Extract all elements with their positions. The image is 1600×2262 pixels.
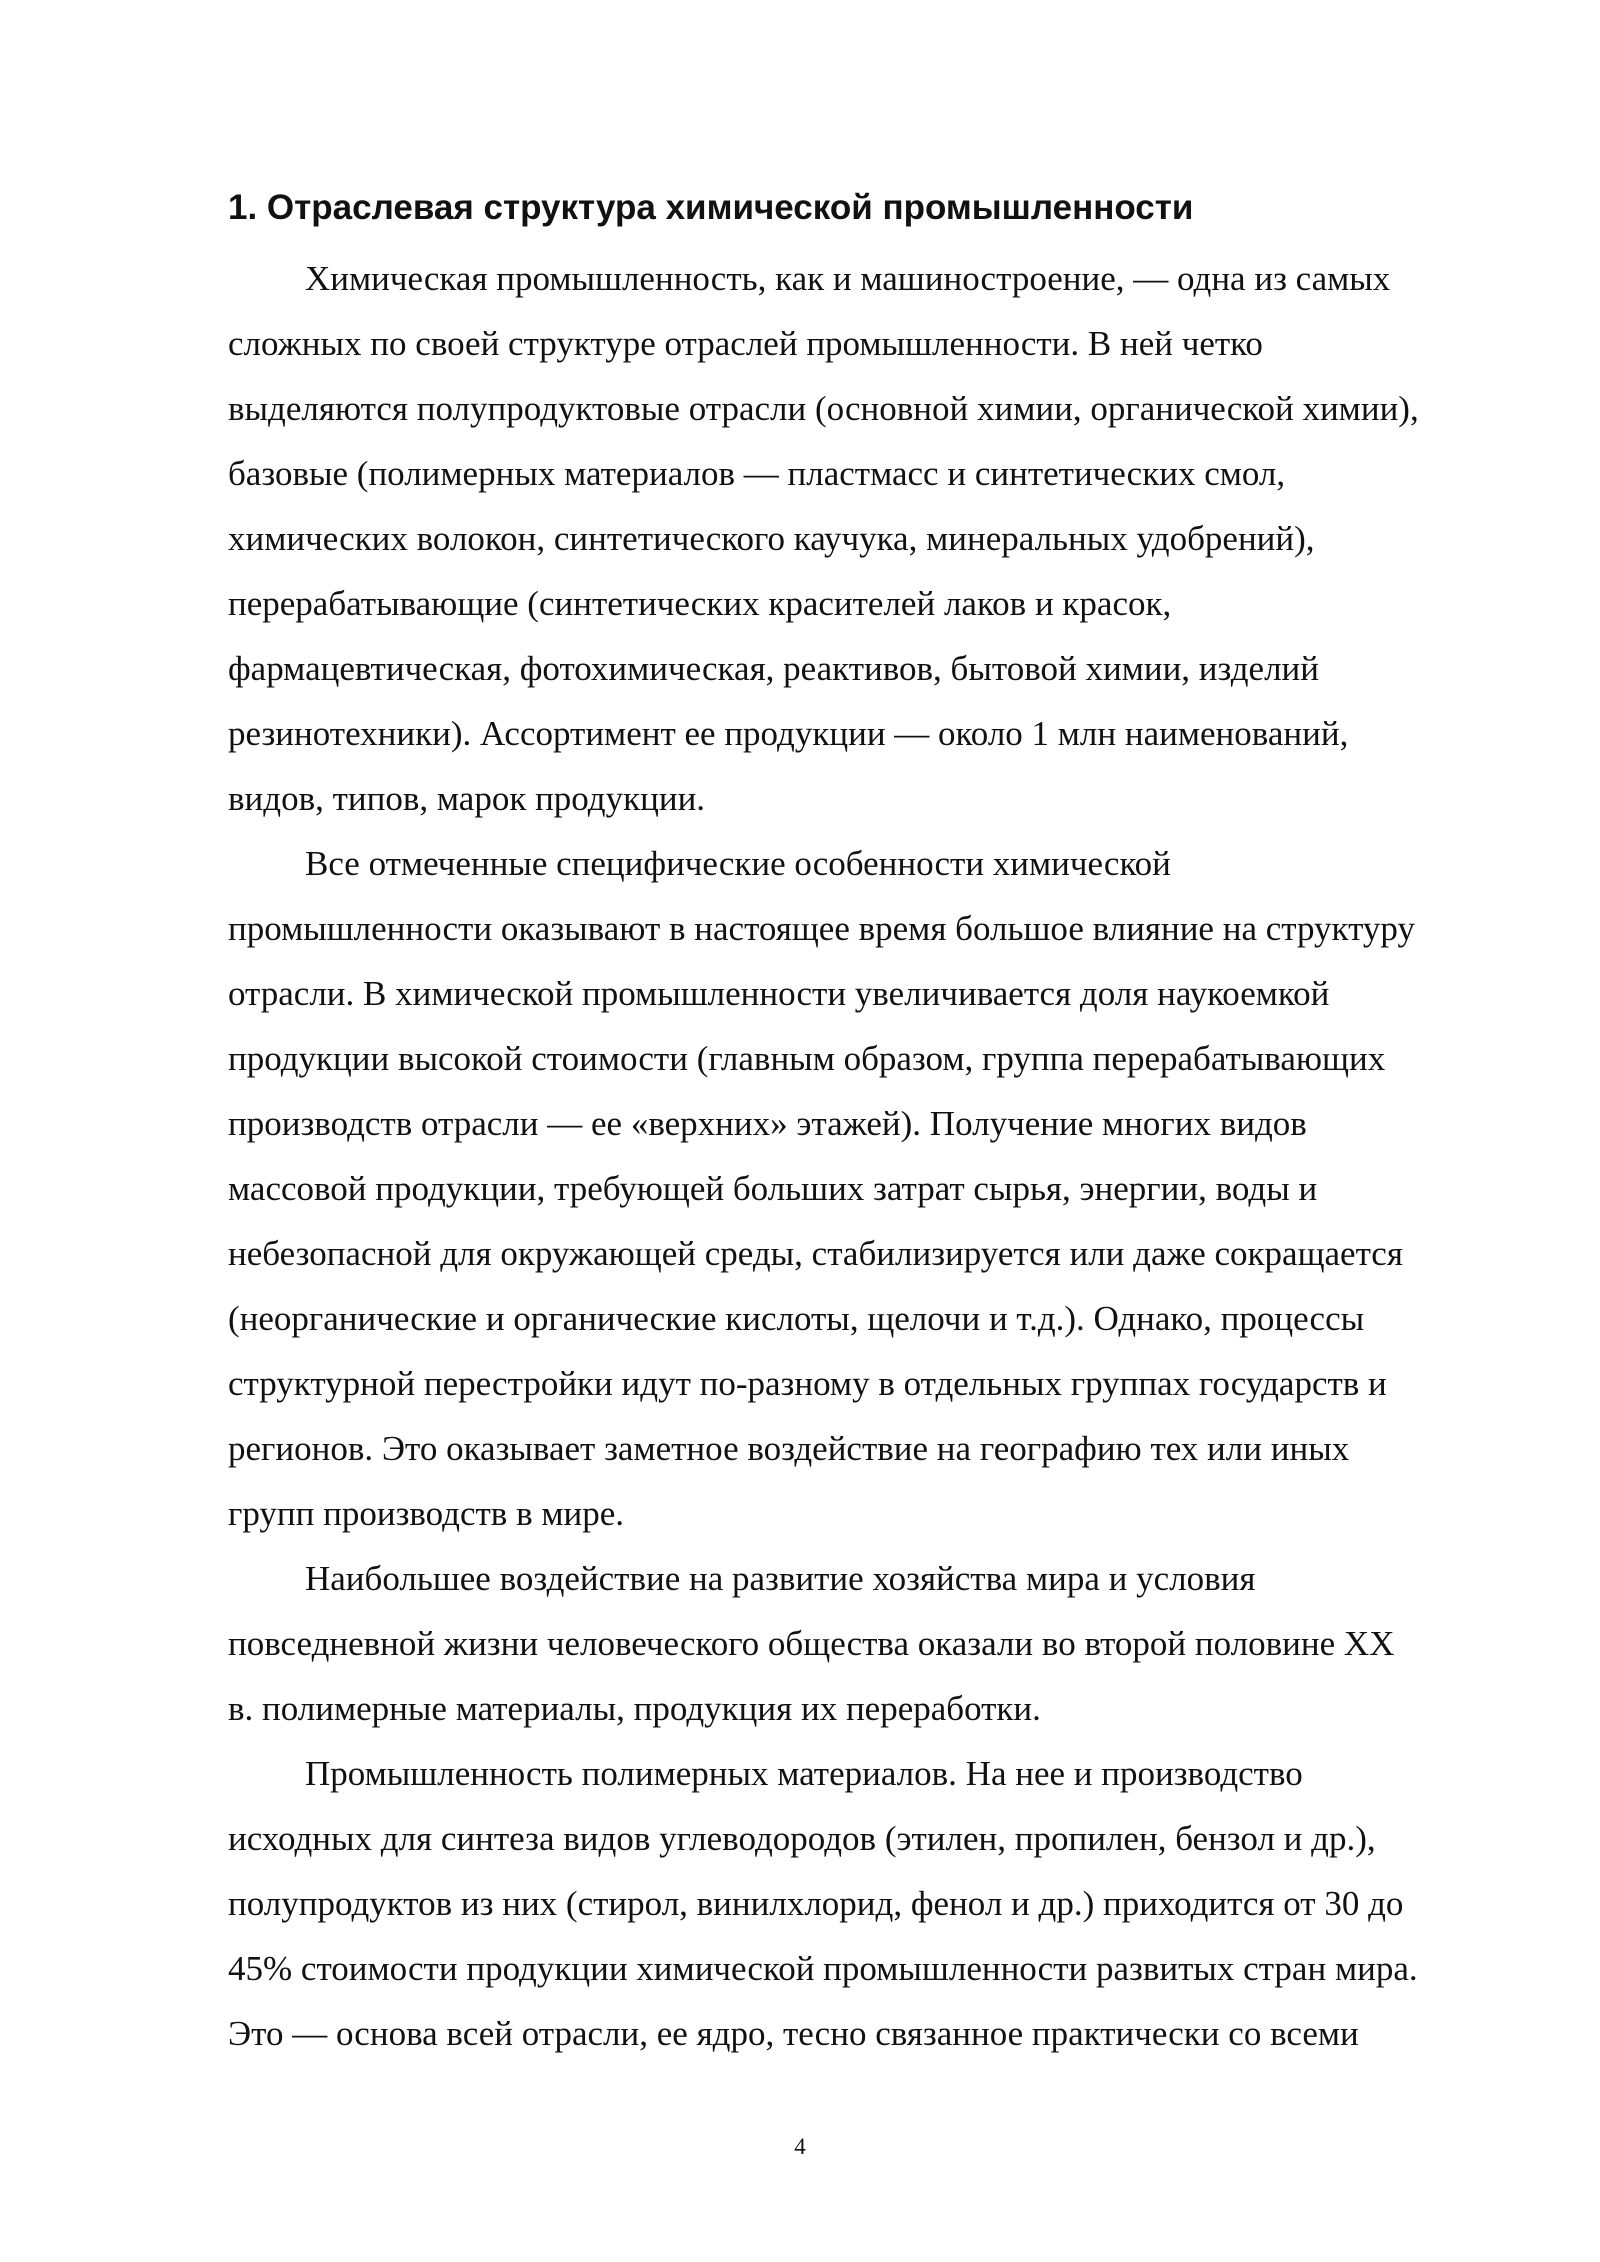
paragraph-line: полупродуктов из них (стирол, винилхлорид, фенол и др.) приходится от 30 до <box>228 1884 1404 1923</box>
paragraph <box>228 1546 1514 1741</box>
paragraph-line: химических волокон, синтетического каучука, минеральных удобрений), <box>228 519 1315 558</box>
paragraph-line: сложных по своей структуре отраслей промышленности. В ней четко <box>228 324 1263 363</box>
paragraph <box>228 1741 1514 2066</box>
paragraph-line: промышленности оказывают в настоящее время большое влияние на структуру <box>228 909 1415 948</box>
paragraph-line: перерабатывающие (синтетических красителей лаков и красок, <box>228 584 1172 623</box>
section-heading: 1. Отраслевая структура химической промышленности <box>228 188 1194 227</box>
page-number: 4 <box>794 2134 806 2159</box>
paragraph-line: отрасли. В химической промышленности увеличивается доля наукоемкой <box>228 974 1330 1013</box>
paragraph-line: Все отмеченные специфические особенности химической <box>305 844 1171 883</box>
paragraph-line: исходных для синтеза видов углеводородов (этилен, пропилен, бензол и др.), <box>228 1819 1376 1858</box>
paragraph <box>228 831 1514 1546</box>
paragraph-line: регионов. Это оказывает заметное воздействие на географию тех или иных <box>228 1429 1350 1468</box>
paragraph-line: продукции высокой стоимости (главным образом, группа перерабатывающих <box>228 1039 1386 1078</box>
paragraph-line: видов, типов, марок продукции. <box>228 779 706 818</box>
paragraph-line: Наибольшее воздействие на развитие хозяйства мира и условия <box>305 1559 1256 1598</box>
paragraph-line: (неорганические и органические кислоты, щелочи и т.д.). Однако, процессы <box>228 1299 1365 1338</box>
paragraph-line: 45% стоимости продукции химической промышленности развитых стран мира. <box>228 1949 1418 1988</box>
paragraph-line: Промышленность полимерных материалов. На нее и производство <box>305 1754 1303 1793</box>
page-content <box>228 178 1514 2066</box>
paragraph-line: групп производств в мире. <box>228 1494 625 1533</box>
paragraph-line: базовые (полимерных материалов — пластмасс и синтетических смол, <box>228 454 1286 493</box>
paragraph-line: структурной перестройки идут по-разному в отдельных группах государств и <box>228 1364 1387 1403</box>
paragraph-line: резинотехники). Ассортимент ее продукции — около 1 млн наименований, <box>228 714 1349 753</box>
paragraph-line: Химическая промышленность, как и машиностроение, — одна из самых <box>305 259 1391 298</box>
paragraph-line: выделяются полупродуктовые отрасли (основной химии, органической химии), <box>228 389 1419 428</box>
paragraph-line: повседневной жизни человеческого общества оказали во второй половине XX <box>228 1624 1395 1663</box>
paragraph-line: производств отрасли — ее «верхних» этажей). Получение многих видов <box>228 1104 1307 1143</box>
paragraph-line: в. полимерные материалы, продукция их переработки. <box>228 1689 1041 1728</box>
paragraph-line: фармацевтическая, фотохимическая, реактивов, бытовой химии, изделий <box>228 649 1319 688</box>
paragraph <box>228 246 1514 831</box>
paragraph-line: массовой продукции, требующей больших затрат сырья, энергии, воды и <box>228 1169 1318 1208</box>
paragraph-line: небезопасной для окружающей среды, стабилизируется или даже сокращается <box>228 1234 1403 1273</box>
paragraph-line: Это — основа всей отрасли, ее ядро, тесно связанное практически со всеми <box>228 2014 1359 2053</box>
